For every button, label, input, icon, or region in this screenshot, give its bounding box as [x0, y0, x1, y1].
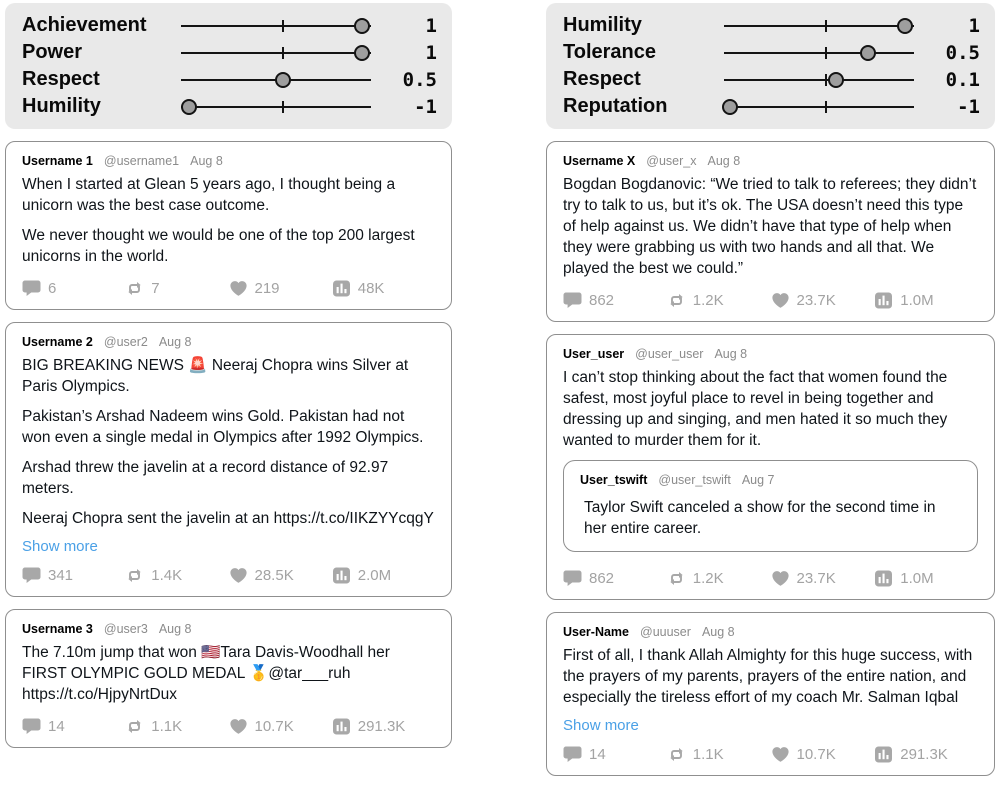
speech-bubble-icon	[22, 566, 41, 585]
slider-row-achievement	[22, 12, 437, 39]
tweet-handle[interactable]: @user2	[103, 335, 148, 349]
reply-stat[interactable]	[22, 717, 125, 736]
tweet-handle[interactable]: @uuuser	[640, 625, 691, 639]
slider-row-respect	[563, 66, 980, 93]
slider-row-humility	[563, 12, 980, 39]
repost-count: 1.1K	[151, 718, 183, 735]
views-stat[interactable]	[874, 291, 978, 310]
slider-value: 1	[968, 14, 980, 37]
repost-stat[interactable]	[667, 569, 771, 588]
like-count: 28.5K	[254, 567, 294, 584]
repost-stat[interactable]	[667, 745, 771, 764]
slider-row-tolerance	[563, 39, 980, 66]
slider-value: 0.5	[945, 41, 980, 64]
reply-count: 862	[589, 570, 615, 587]
slider-track[interactable]	[181, 79, 371, 81]
slider-track[interactable]	[724, 52, 914, 54]
heart-icon	[229, 717, 248, 736]
speech-bubble-icon	[563, 745, 582, 764]
reply-stat[interactable]	[563, 569, 667, 588]
bar-chart-icon	[332, 566, 351, 585]
retweet-icon	[667, 569, 686, 588]
slider-handle[interactable]	[354, 18, 370, 34]
slider-value: 1	[425, 41, 437, 64]
tweet-stats	[563, 742, 978, 769]
slider-value: 1	[425, 14, 437, 37]
show-more-link[interactable]: Show more	[563, 717, 639, 734]
bar-chart-icon	[874, 291, 893, 310]
tweet-author[interactable]: Username 3	[22, 622, 93, 636]
slider-track[interactable]	[181, 25, 371, 27]
views-stat[interactable]	[332, 717, 435, 736]
right-values-panel	[546, 3, 995, 129]
slider-row-reputation	[563, 93, 980, 120]
retweet-icon	[667, 745, 686, 764]
slider-handle[interactable]	[722, 99, 738, 115]
tweet-header	[22, 335, 435, 349]
views-stat[interactable]	[874, 745, 978, 764]
tweet-author[interactable]: Username 2	[22, 335, 93, 349]
views-count: 2.0M	[357, 567, 392, 584]
speech-bubble-icon	[563, 569, 582, 588]
views-count: 1.0M	[900, 292, 934, 309]
reply-stat[interactable]	[22, 279, 125, 298]
slider-track[interactable]	[724, 79, 914, 81]
slider-track[interactable]	[181, 52, 371, 54]
like-count: 10.7K	[796, 746, 836, 763]
slider-label: Humility	[22, 95, 101, 117]
reply-count: 6	[48, 280, 57, 297]
slider-row-power	[22, 39, 437, 66]
views-count: 291.3K	[357, 718, 406, 735]
left-column	[5, 3, 452, 788]
tweet-stats	[563, 566, 978, 593]
heart-icon	[229, 566, 248, 585]
show-more-link[interactable]: Show more	[22, 538, 98, 555]
tweet-date: Aug 8	[701, 625, 735, 639]
reply-count: 341	[48, 567, 74, 584]
slider-handle[interactable]	[828, 72, 844, 88]
tweet-date: Aug 8	[714, 347, 748, 361]
tweet-text: I can’t stop thinking about the fact that women found the safest, most joyful place to revel in being together and dressing up and singing, and men hated it so much they wanted to murder them for it.	[563, 369, 948, 449]
tweet-text: Arshad threw the javelin at a record distance of 92.97 meters.	[22, 459, 389, 497]
tweet-text: Neeraj Chopra sent the javelin at an https://t.co/IIKZYYcqgY	[22, 510, 434, 527]
heart-icon	[771, 569, 790, 588]
slider-label: Tolerance	[563, 41, 656, 63]
reply-stat[interactable]	[22, 566, 125, 585]
like-stat[interactable]	[771, 291, 875, 310]
slider-label: Respect	[563, 68, 641, 90]
tweet-handle[interactable]: @user_x	[646, 154, 697, 168]
quoted-tweet-text: Taylor Swift canceled a show for the second time in her entire career.	[584, 499, 936, 537]
tweet-text: The 7.10m jump that won 🇺🇸Tara Davis-Woodhall her FIRST OLYMPIC GOLD MEDAL 🥇@tar___ruh https://t.co/HjpyNrtDux	[22, 644, 390, 703]
repost-count: 1.2K	[692, 570, 724, 587]
speech-bubble-icon	[22, 279, 41, 298]
bar-chart-icon	[874, 569, 893, 588]
bar-chart-icon	[332, 717, 351, 736]
tweet-card[interactable]	[5, 141, 452, 310]
slider-value: -1	[414, 95, 437, 118]
tweet-text: First of all, I thank Allah Almighty for this huge success, with the prayers of my parents, prayers of the entire nation, and especially the tireless effort of my coach Mr. Salman Iqbal	[563, 647, 973, 706]
reply-count: 14	[589, 746, 606, 763]
repost-stat[interactable]	[125, 717, 228, 736]
tweet-handle[interactable]: @user3	[103, 622, 148, 636]
right-column	[546, 3, 995, 788]
tweet-author[interactable]: Username 1	[22, 154, 93, 168]
views-count: 1.0M	[900, 570, 934, 587]
tweet-card[interactable]	[5, 609, 452, 748]
slider-tick	[825, 20, 827, 32]
slider-row-humility	[22, 93, 437, 120]
repost-count: 1.1K	[692, 746, 724, 763]
tweet-header	[563, 347, 978, 361]
tweet-header	[563, 625, 978, 639]
views-count: 48K	[357, 280, 385, 297]
views-stat[interactable]	[332, 279, 435, 298]
retweet-icon	[667, 291, 686, 310]
like-stat[interactable]	[229, 279, 332, 298]
reply-count: 14	[48, 718, 65, 735]
heart-icon	[771, 291, 790, 310]
quoted-tweet-date: Aug 7	[741, 473, 775, 487]
retweet-icon	[125, 279, 144, 298]
heart-icon	[229, 279, 248, 298]
slider-handle[interactable]	[354, 45, 370, 61]
speech-bubble-icon	[563, 291, 582, 310]
slider-tick	[825, 47, 827, 59]
tweet-date: Aug 8	[158, 335, 192, 349]
slider-value: -1	[957, 95, 980, 118]
slider-tick	[282, 20, 284, 32]
tweet-card[interactable]	[546, 334, 995, 600]
tweet-date: Aug 8	[190, 154, 223, 168]
repost-stat[interactable]	[125, 566, 228, 585]
heart-icon	[771, 745, 790, 764]
slider-label: Respect	[22, 68, 100, 90]
tweet-card[interactable]	[5, 322, 452, 597]
tweet-handle[interactable]: @user_user	[635, 347, 704, 361]
reply-stat[interactable]	[563, 291, 667, 310]
like-stat[interactable]	[771, 569, 875, 588]
like-count: 23.7K	[796, 570, 836, 587]
tweet-text: When I started at Glean 5 years ago, I thought being a unicorn was the best case outcome.	[22, 176, 396, 214]
slider-track[interactable]	[181, 106, 371, 108]
speech-bubble-icon	[22, 717, 41, 736]
like-stat[interactable]	[229, 717, 332, 736]
tweet-stats	[22, 563, 435, 590]
tweet-text: We never thought we would be one of the top 200 largest unicorns in the world.	[22, 227, 415, 265]
slider-track[interactable]	[724, 25, 914, 27]
slider-handle[interactable]	[860, 45, 876, 61]
tweet-header	[563, 154, 978, 168]
repost-stat[interactable]	[667, 291, 771, 310]
slider-row-respect	[22, 66, 437, 93]
slider-tick	[282, 101, 284, 113]
tweet-stats	[563, 288, 978, 315]
slider-tick	[282, 47, 284, 59]
like-count: 219	[254, 280, 280, 297]
like-count: 23.7K	[796, 292, 836, 309]
tweet-header	[22, 622, 435, 636]
tweet-author[interactable]: User-Name	[563, 625, 630, 639]
repost-stat[interactable]	[125, 279, 228, 298]
slider-label: Achievement	[22, 14, 147, 36]
slider-label: Humility	[563, 14, 642, 36]
repost-count: 1.4K	[151, 567, 183, 584]
like-stat[interactable]	[771, 745, 875, 764]
quoted-tweet-header	[580, 473, 961, 487]
tweet-header	[22, 154, 435, 168]
tweet-card[interactable]	[546, 612, 995, 776]
left-values-panel	[5, 3, 452, 129]
slider-label: Reputation	[563, 95, 668, 117]
slider-track[interactable]	[724, 106, 914, 108]
like-count: 10.7K	[254, 718, 294, 735]
slider-label: Power	[22, 41, 83, 63]
quoted-tweet-author[interactable]: User_tswift	[580, 473, 648, 487]
quoted-tweet-handle[interactable]: @user_tswift	[658, 473, 731, 487]
tweet-handle[interactable]: @username1	[103, 154, 180, 168]
reply-stat[interactable]	[563, 745, 667, 764]
slider-tick	[825, 74, 827, 86]
tweet-author[interactable]: Username X	[563, 154, 636, 168]
views-stat[interactable]	[332, 566, 435, 585]
slider-handle[interactable]	[275, 72, 291, 88]
tweet-card[interactable]	[546, 141, 995, 322]
slider-value: 0.5	[402, 68, 437, 91]
slider-handle[interactable]	[897, 18, 913, 34]
tweet-text: BIG BREAKING NEWS 🚨 Neeraj Chopra wins Silver at Paris Olympics.	[22, 357, 409, 395]
tweet-stats	[22, 714, 435, 741]
retweet-icon	[125, 717, 144, 736]
views-stat[interactable]	[874, 569, 978, 588]
tweet-author[interactable]: User_user	[563, 347, 625, 361]
repost-count: 7	[151, 280, 160, 297]
views-count: 291.3K	[900, 746, 948, 763]
bar-chart-icon	[332, 279, 351, 298]
tweet-date: Aug 8	[158, 622, 192, 636]
tweet-date: Aug 8	[707, 154, 741, 168]
tweet-text: Bogdan Bogdanovic: “We tried to talk to referees; they didn’t try to talk to us, but it’s ok. The USA doesn’t need this type of help against us. We didn’t have that type of help when they were grabbing us with two hands and all that. We played the best we could.”	[563, 176, 977, 277]
retweet-icon	[125, 566, 144, 585]
tweet-text: Pakistan’s Arshad Nadeem wins Gold. Pakistan had not won even a single medal in Olympics after 1992 Olympics.	[22, 408, 424, 446]
slider-value: 0.1	[945, 68, 980, 91]
tweet-stats	[22, 276, 435, 303]
repost-count: 1.2K	[692, 292, 724, 309]
like-stat[interactable]	[229, 566, 332, 585]
reply-count: 862	[589, 292, 615, 309]
bar-chart-icon	[874, 745, 893, 764]
quoted-tweet-card[interactable]	[563, 460, 978, 552]
slider-tick	[825, 101, 827, 113]
slider-handle[interactable]	[181, 99, 197, 115]
